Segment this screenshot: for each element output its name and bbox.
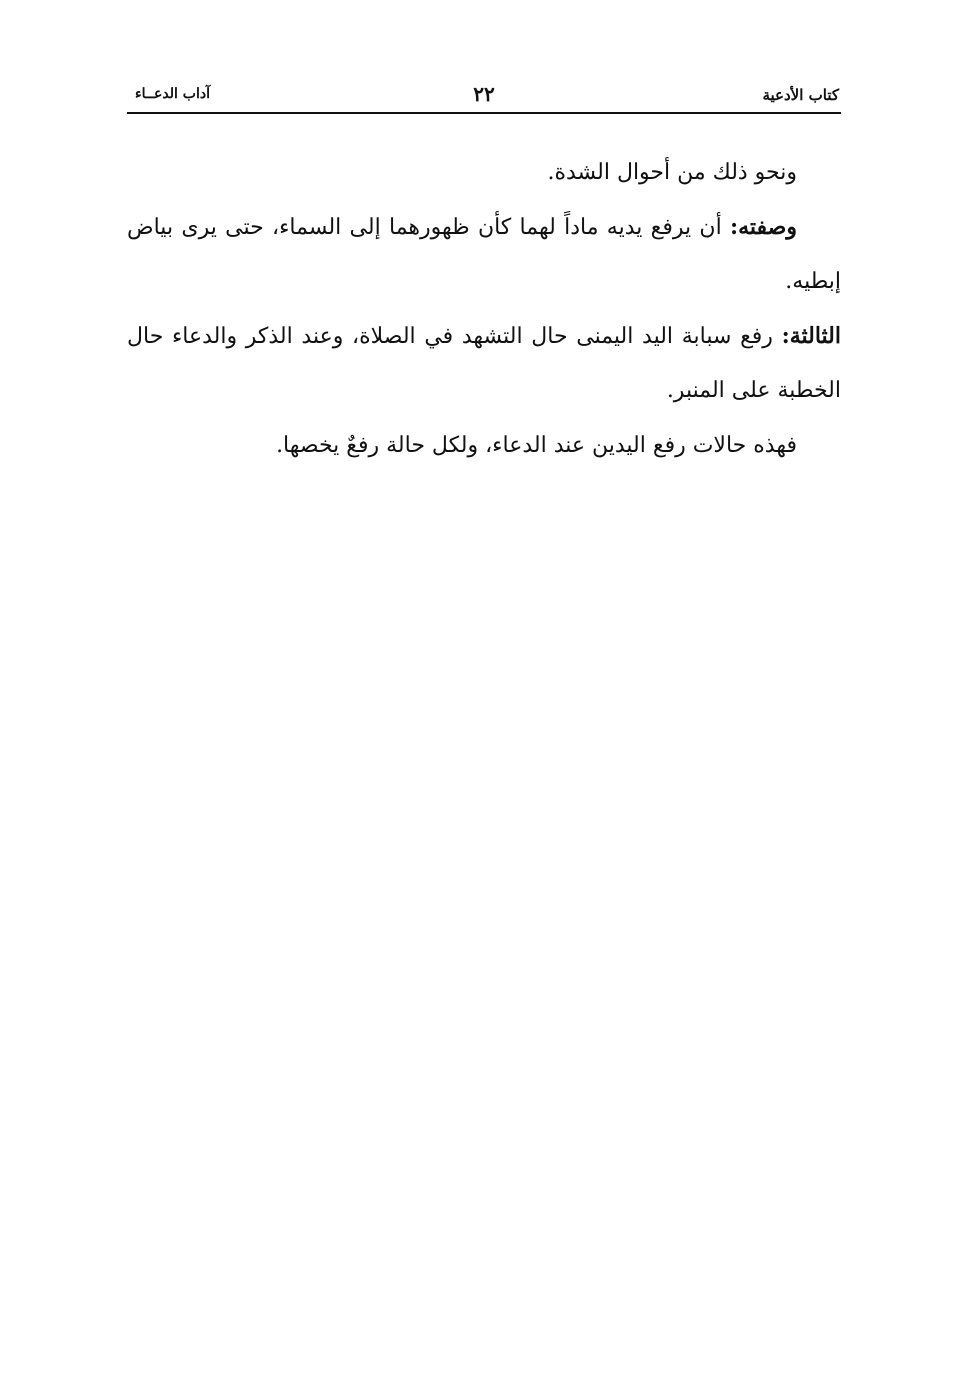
paragraph-4 (127, 418, 841, 473)
paragraph-text: رفع سبابة اليد اليمنى حال التشهد في الصلاة، وعند الذكر والدعاء حال الخطبة على المنبر. (127, 324, 841, 403)
paragraph-text: ونحو ذلك من أحوال الشدة. (547, 160, 797, 185)
running-header (127, 84, 841, 114)
paragraph-lead: الثالثة: (781, 323, 841, 349)
chapter-title: آداب الدعــاء (135, 86, 210, 102)
body-text (127, 145, 841, 473)
paragraph-lead: وصفته: (730, 214, 797, 240)
paragraph-text: أن يرفع يديه ماداً لهما كأن ظهورهما إلى السماء، حتى يرى بياض إبطيه. (127, 215, 841, 294)
paragraph-1 (127, 145, 841, 200)
paragraph-2 (127, 200, 841, 309)
page-number: ٢٢ (473, 82, 495, 106)
paragraph-text: فهذه حالات رفع اليدين عند الدعاء، ولكل حالة رفعٌ يخصها. (276, 433, 797, 458)
book-title: كتاب الأدعية (762, 86, 839, 104)
paragraph-3 (127, 309, 841, 418)
